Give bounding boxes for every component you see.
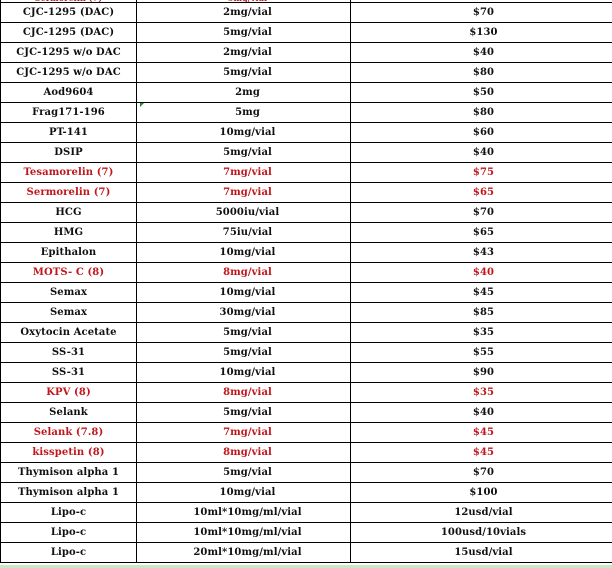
price-cell: $70: [351, 203, 612, 223]
product-name-cell: Aod9604: [1, 83, 137, 103]
specification-cell: 5mg/vial: [137, 343, 351, 363]
product-name-cell: Thymison alpha 1: [1, 463, 137, 483]
table-row: [1, 103, 612, 123]
product-name-cell: SS-31: [1, 363, 137, 383]
product-name-cell: Tesamorelin (7): [1, 163, 137, 183]
table-row: [1, 483, 612, 503]
price-cell: 12usd/vial: [351, 503, 612, 523]
product-name-cell: kisspetin (8): [1, 443, 137, 463]
price-cell: $80: [351, 103, 612, 123]
table-row: [1, 63, 612, 83]
product-name-cell: CJC-1295 (DAC): [1, 3, 137, 23]
specification-cell: 7mg/vial: [137, 163, 351, 183]
table-row: [1, 383, 612, 403]
price-cell: $40: [351, 263, 612, 283]
specification-cell: 2mg/vial: [137, 3, 351, 23]
table-row: [1, 523, 612, 543]
table-row: [1, 403, 612, 423]
price-cell: $60: [351, 123, 612, 143]
table-row: [1, 123, 612, 143]
product-name-cell: Lipo-c: [1, 503, 137, 523]
price-cell: $45: [351, 443, 612, 463]
price-cell: $45: [351, 283, 612, 303]
table-row: [1, 443, 612, 463]
specification-cell: 75iu/vial: [137, 223, 351, 243]
cell-comment-marker: [140, 103, 144, 107]
product-name-cell: HCG: [1, 203, 137, 223]
price-cell: 15usd/vial: [351, 543, 612, 563]
table-row: [1, 3, 612, 23]
table-row: [1, 163, 612, 183]
product-name-cell: HMG: [1, 223, 137, 243]
table-row: [1, 503, 612, 523]
product-name-cell: Thymison alpha 1: [1, 483, 137, 503]
product-name-cell: CJC-1295 (DAC): [1, 23, 137, 43]
table-row: [1, 243, 612, 263]
specification-cell: 30mg/vial: [137, 303, 351, 323]
table-row: [1, 203, 612, 223]
price-cell: $130: [351, 23, 612, 43]
specification-cell: 5mg/vial: [137, 323, 351, 343]
price-cell: $35: [351, 383, 612, 403]
price-cell: $75: [351, 163, 612, 183]
table-row: [1, 543, 612, 563]
price-cell: $55: [351, 343, 612, 363]
table-row: [1, 323, 612, 343]
price-cell: $40: [351, 43, 612, 63]
specification-cell: 5mg/vial: [137, 63, 351, 83]
specification-cell: 5mg/vial: [137, 23, 351, 43]
price-table-body: [1, 0, 612, 563]
specification-cell: 10mg/vial: [137, 123, 351, 143]
price-cell: $70: [351, 463, 612, 483]
price-cell: $45: [351, 423, 612, 443]
price-cell: $85: [351, 303, 612, 323]
table-row: [1, 23, 612, 43]
table-row: [1, 283, 612, 303]
product-name-cell: KPV (8): [1, 383, 137, 403]
specification-cell: 10mg/vial: [137, 243, 351, 263]
product-name-cell: SS-31: [1, 343, 137, 363]
specification-cell: 5mg/vial: [137, 143, 351, 163]
product-name-cell: Selank (7.8): [1, 423, 137, 443]
table-row: [1, 303, 612, 323]
table-row: [1, 83, 612, 103]
specification-cell: 20ml*10mg/ml/vial: [137, 543, 351, 563]
product-name-cell: Epithalon: [1, 243, 137, 263]
price-cell: $40: [351, 403, 612, 423]
table-row: [1, 183, 612, 203]
price-cell: $43: [351, 243, 612, 263]
price-cell: $50: [351, 83, 612, 103]
specification-cell: 10mg/vial: [137, 363, 351, 383]
product-name-cell: Lipo-c: [1, 543, 137, 563]
price-cell: $40: [351, 143, 612, 163]
product-name-cell: Selank: [1, 403, 137, 423]
product-name-cell: PT-141: [1, 123, 137, 143]
specification-cell: 5mg/vial: [137, 403, 351, 423]
specification-cell: 10mg/vial: [137, 283, 351, 303]
product-name-cell: Semax: [1, 283, 137, 303]
specification-cell: 2mg/vial: [137, 43, 351, 63]
product-name-cell: Oxytocin Acetate: [1, 323, 137, 343]
specification-cell: 7mg/vial: [137, 183, 351, 203]
product-name-cell: Sermorelin (7): [1, 183, 137, 203]
price-cell: $70: [351, 3, 612, 23]
price-cell: $65: [351, 183, 612, 203]
specification-cell: 5000iu/vial: [137, 203, 351, 223]
price-cell: $35: [351, 323, 612, 343]
product-name-cell: CJC-1295 w/o DAC: [1, 43, 137, 63]
specification-cell: 10ml*10mg/ml/vial: [137, 503, 351, 523]
specification-cell: 10ml*10mg/ml/vial: [137, 523, 351, 543]
table-row: [1, 143, 612, 163]
price-cell: 100usd/10vials: [351, 523, 612, 543]
table-row: [1, 43, 612, 63]
price-cell: $80: [351, 63, 612, 83]
specification-cell: 7mg/vial: [137, 423, 351, 443]
product-name-cell: Frag171-196: [1, 103, 137, 123]
specification-cell: 5mg/vial: [137, 463, 351, 483]
product-name-cell: MOTS- C (8): [1, 263, 137, 283]
table-row: [1, 423, 612, 443]
price-cell: $65: [351, 223, 612, 243]
table-row: [1, 343, 612, 363]
price-cell: $100: [351, 483, 612, 503]
specification-cell: 8mg/vial: [137, 263, 351, 283]
product-name-cell: Lipo-c: [1, 523, 137, 543]
specification-cell: 2mg: [137, 83, 351, 103]
specification-cell: 8mg/vial: [137, 443, 351, 463]
table-row: [1, 363, 612, 383]
price-cell: $90: [351, 363, 612, 383]
specification-cell: 5mg: [137, 103, 351, 123]
specification-cell: 10mg/vial: [137, 483, 351, 503]
product-name-cell: DSIP: [1, 143, 137, 163]
product-name-cell: Semax: [1, 303, 137, 323]
product-name-cell: CJC-1295 w/o DAC: [1, 63, 137, 83]
table-row: [1, 263, 612, 283]
table-row: [1, 223, 612, 243]
specification-cell: 8mg/vial: [137, 383, 351, 403]
table-row: [1, 463, 612, 483]
